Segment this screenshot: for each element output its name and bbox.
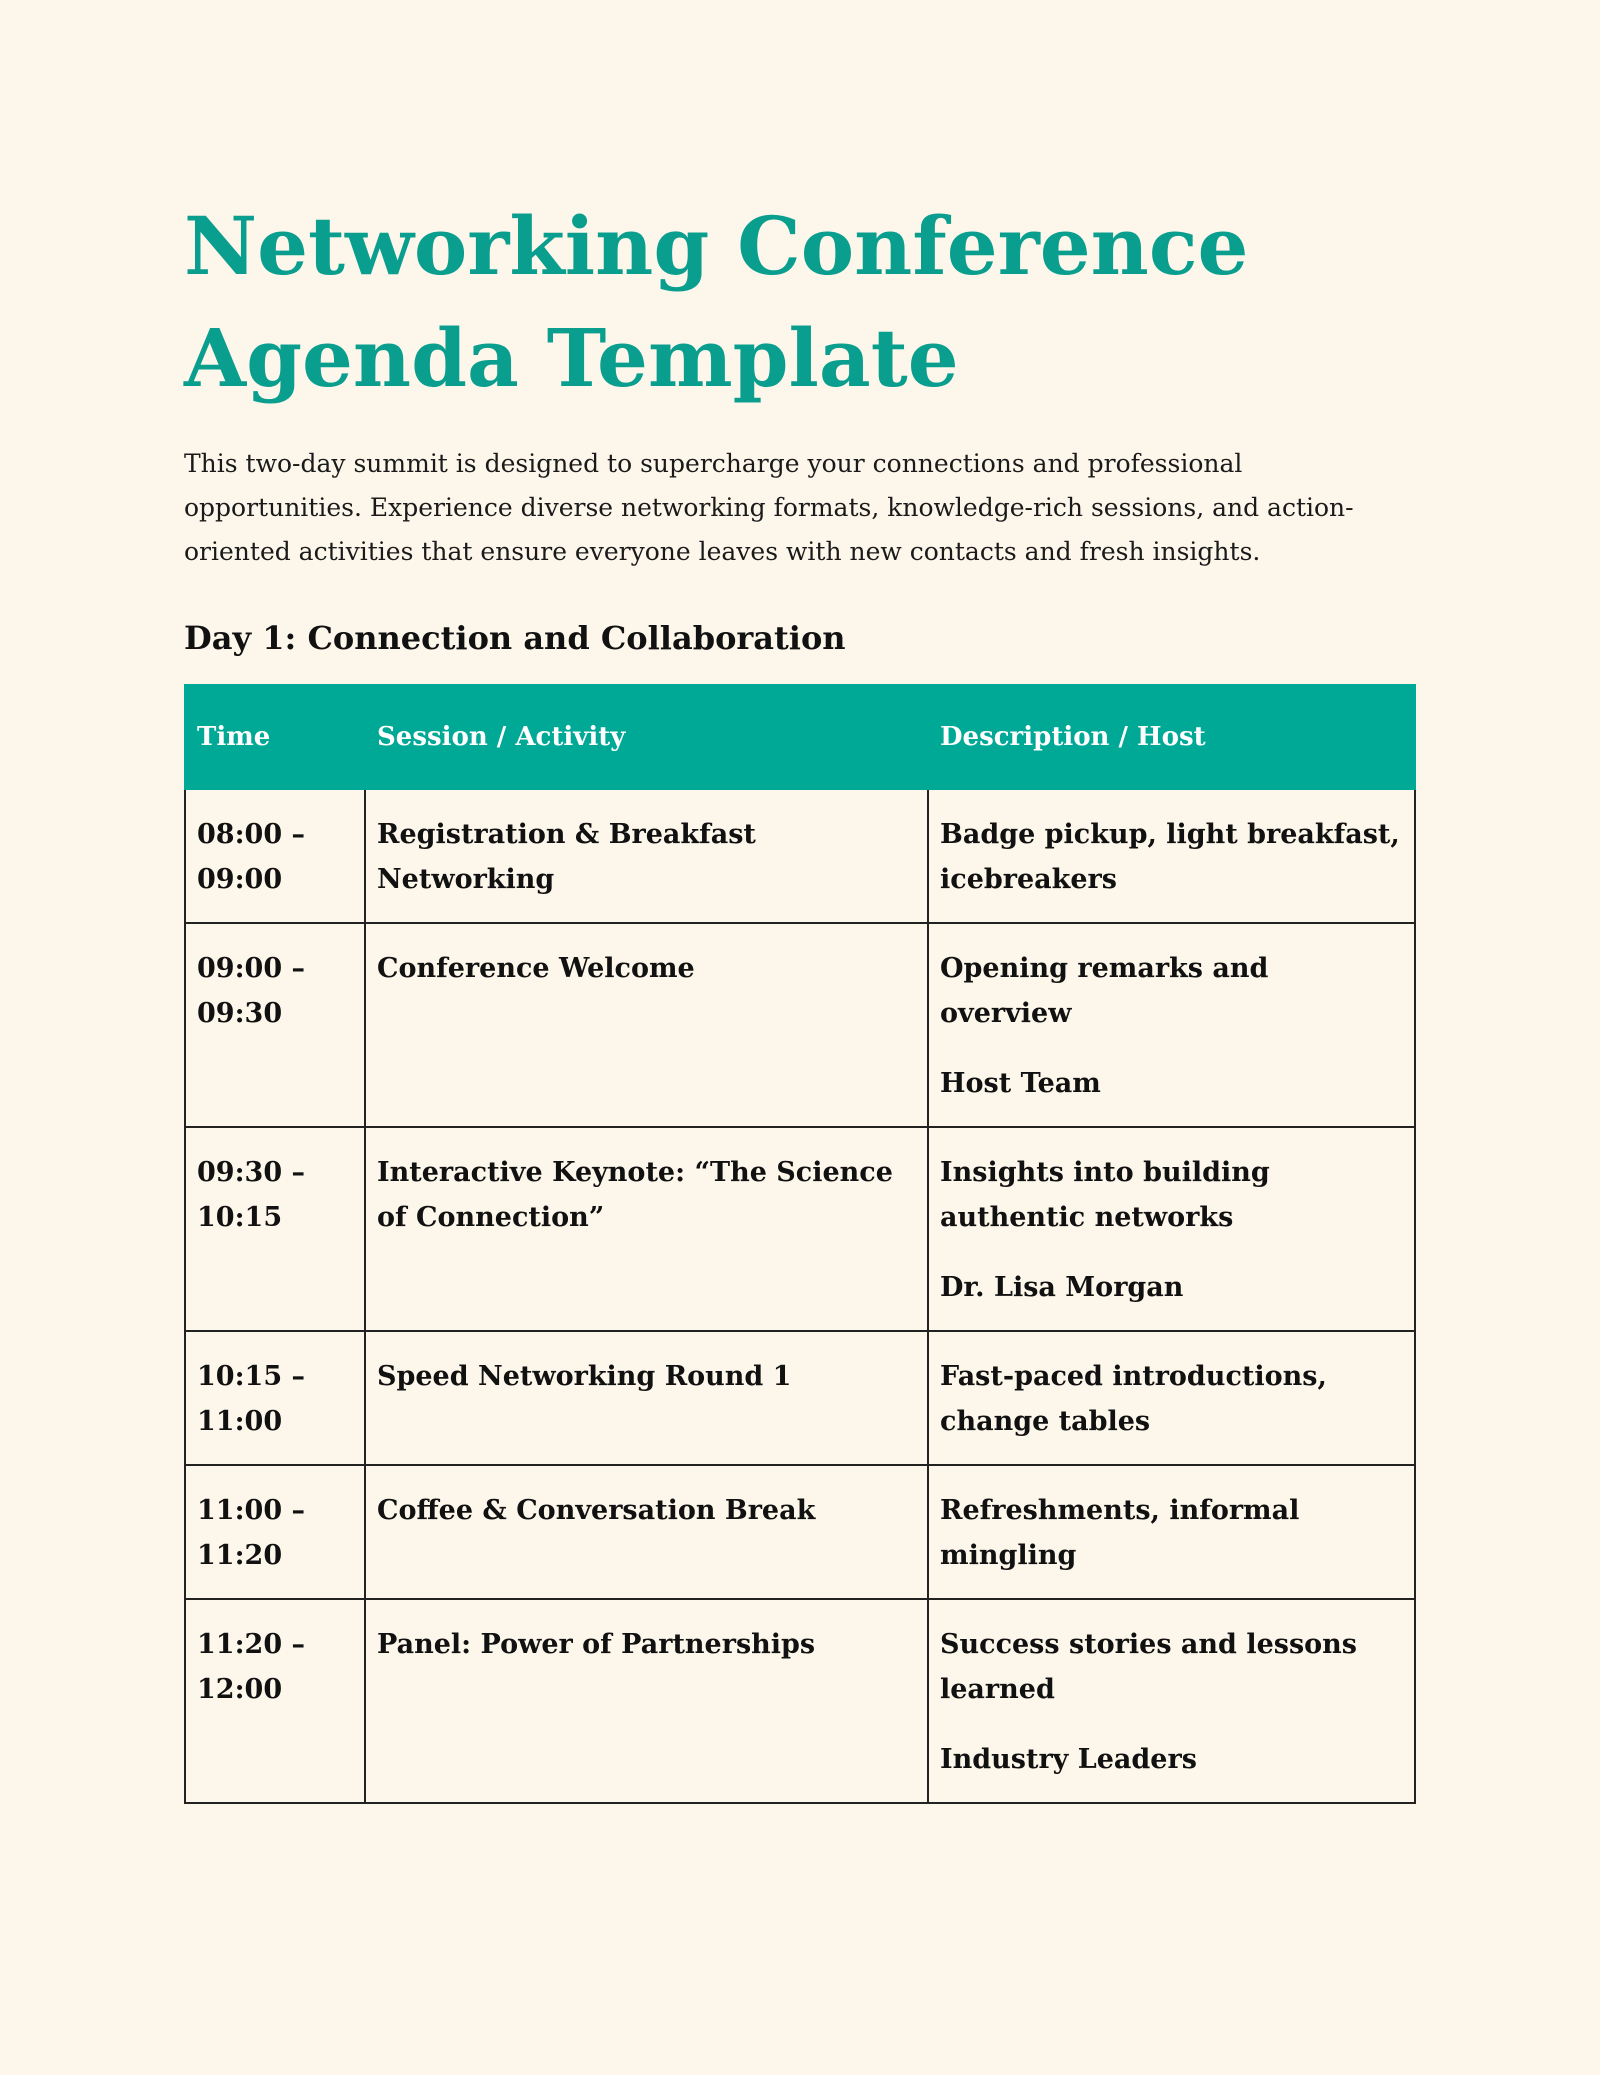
document-content bbox=[184, 190, 1416, 1804]
row-description: Insights into building authentic networks bbox=[940, 1157, 1270, 1233]
table-row bbox=[185, 789, 1415, 923]
table-header-row bbox=[185, 685, 1415, 789]
row-description-cell bbox=[928, 1465, 1415, 1599]
intro-paragraph: This two-day summit is designed to supercharge your connections and professional opportunities. Experience diverse networking formats, knowledge-rich sessions, and action-oriented activities that ensure everyone leaves with new contacts and fresh insights. bbox=[184, 449, 1354, 566]
row-description-cell bbox=[928, 789, 1415, 923]
row-host: Host Team bbox=[940, 1068, 1101, 1099]
row-description-cell bbox=[928, 923, 1415, 1127]
row-time: 09:30 – 10:15 bbox=[185, 1127, 365, 1331]
table-row bbox=[185, 1331, 1415, 1465]
row-session: Interactive Keynote: “The Science of Connection” bbox=[365, 1127, 928, 1331]
table-row bbox=[185, 1465, 1415, 1599]
row-description: Success stories and lessons learned bbox=[940, 1629, 1358, 1705]
row-description: Refreshments, informal mingling bbox=[940, 1495, 1300, 1571]
row-session: Speed Networking Round 1 bbox=[365, 1331, 928, 1465]
row-description: Badge pickup, light breakfast, icebreakers bbox=[940, 819, 1400, 895]
row-time: 08:00 – 09:00 bbox=[185, 789, 365, 923]
header-time: Time bbox=[185, 685, 365, 789]
row-time: 11:20 – 12:00 bbox=[185, 1599, 365, 1803]
title-line-1: Networking Conference bbox=[184, 199, 1249, 293]
row-session: Coffee & Conversation Break bbox=[365, 1465, 928, 1599]
row-description-cell bbox=[928, 1331, 1415, 1465]
row-description-cell bbox=[928, 1127, 1415, 1331]
table-row bbox=[185, 1127, 1415, 1331]
row-time: 11:00 – 11:20 bbox=[185, 1465, 365, 1599]
header-session: Session / Activity bbox=[365, 685, 928, 789]
row-description: Fast-paced introductions, change tables bbox=[940, 1361, 1327, 1437]
row-description: Opening remarks and overview bbox=[940, 953, 1269, 1029]
page-title bbox=[184, 190, 1416, 414]
row-session: Conference Welcome bbox=[365, 923, 928, 1127]
row-host: Industry Leaders bbox=[940, 1744, 1197, 1775]
table-row bbox=[185, 1599, 1415, 1803]
row-description-cell bbox=[928, 1599, 1415, 1803]
row-time: 10:15 – 11:00 bbox=[185, 1331, 365, 1465]
row-time: 09:00 – 09:30 bbox=[185, 923, 365, 1127]
title-line-2: Agenda Template bbox=[184, 311, 959, 405]
row-session: Panel: Power of Partnerships bbox=[365, 1599, 928, 1803]
day1-heading: Day 1: Connection and Collaboration bbox=[184, 619, 846, 657]
row-session: Registration & Breakfast Networking bbox=[365, 789, 928, 923]
day1-agenda-table bbox=[184, 684, 1416, 1804]
row-host: Dr. Lisa Morgan bbox=[940, 1272, 1184, 1303]
table-row bbox=[185, 923, 1415, 1127]
header-description: Description / Host bbox=[928, 685, 1415, 789]
